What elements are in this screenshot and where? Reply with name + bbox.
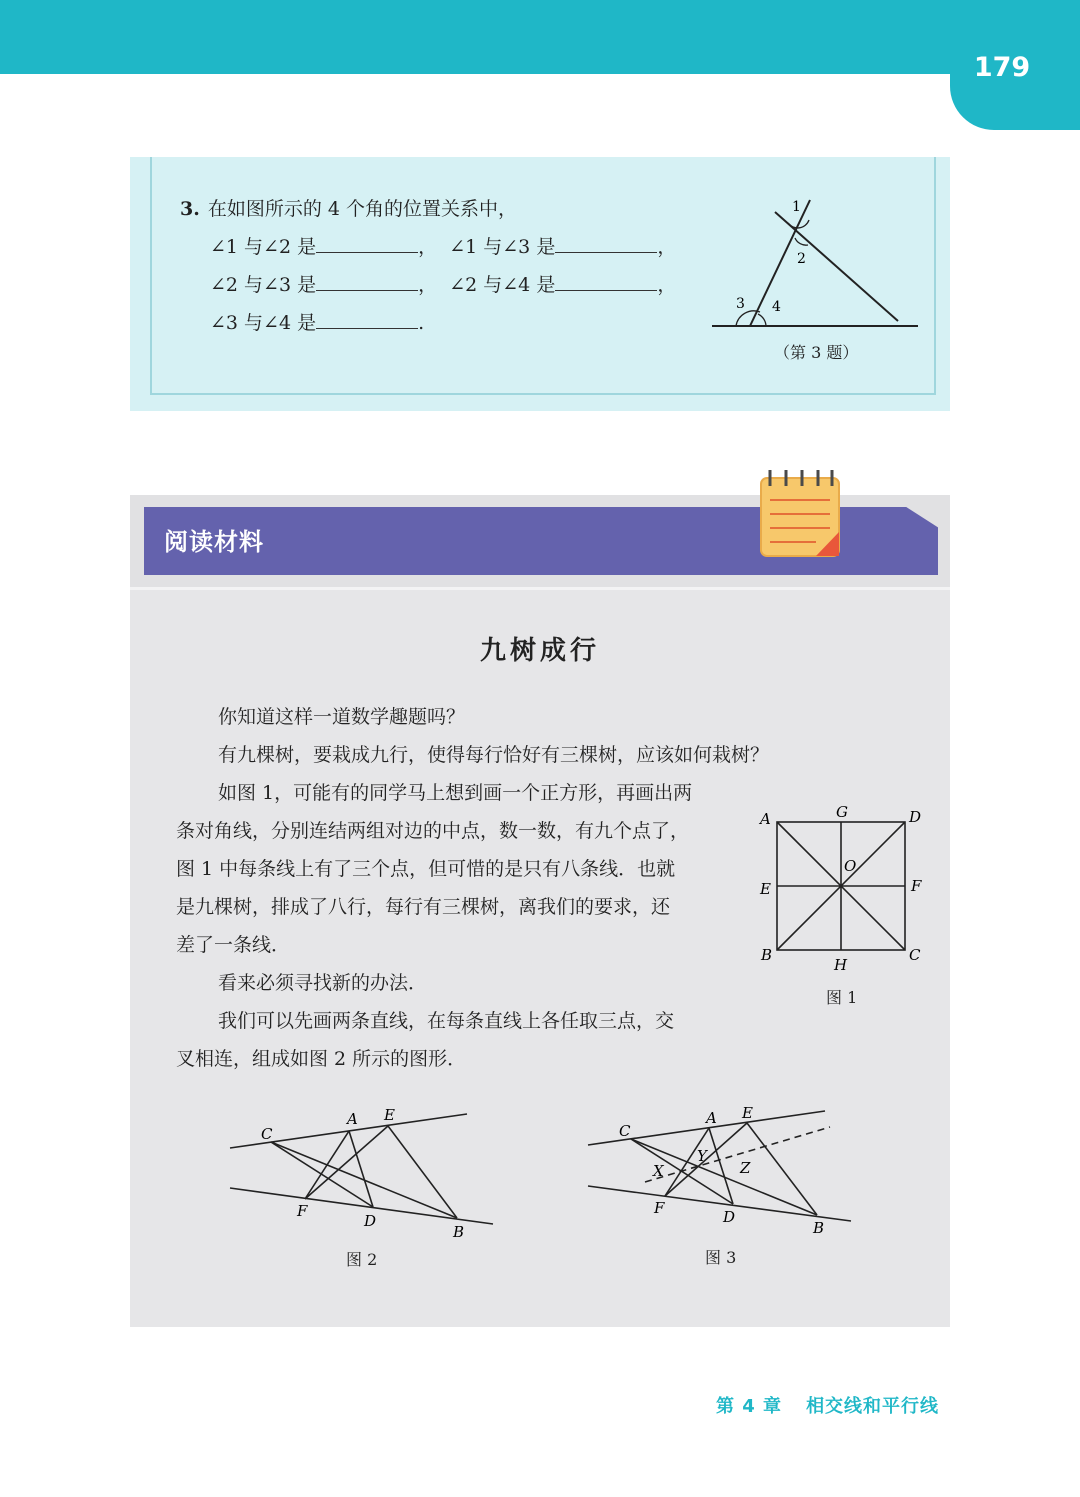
point-label: F [654, 1199, 665, 1217]
angle-label: 3 [736, 296, 745, 312]
angle-label: 2 [797, 251, 806, 267]
answer-blank[interactable] [555, 272, 657, 291]
section-label: 阅读材料 [164, 528, 264, 556]
exercise-figure-caption: （第 3 题） [774, 343, 859, 362]
paragraph-line: 条对角线，分别连结两组对边的中点，数一数，有九个点了， [176, 820, 690, 842]
slant-line [775, 212, 898, 321]
figure-3-caption: 图 3 [705, 1248, 737, 1267]
header-band [0, 0, 1080, 74]
point-label: O [844, 857, 857, 875]
angle-4-arc [758, 314, 766, 326]
question-text: ∠1 与∠2 是 [210, 236, 317, 258]
figure-2-diagram [225, 1100, 505, 1245]
divider [130, 587, 950, 590]
paragraph-line: 你知道这样一道数学趣题吗？ [218, 706, 466, 728]
separator: ， [418, 236, 438, 258]
exercise-row [210, 270, 676, 297]
separator: ， [418, 274, 438, 296]
point-label: D [364, 1212, 377, 1230]
point-label: A [347, 1110, 358, 1128]
point-label: E [742, 1104, 753, 1122]
paragraph-line: 是九棵树，排成了八行，每行有三棵树，离我们的要求，还 [176, 896, 671, 918]
paragraph-line: 有九棵树，要栽成九行，使得每行恰好有三棵树，应该如何栽树？ [218, 744, 770, 766]
separator: ， [657, 274, 677, 296]
angle-label: 1 [792, 199, 801, 215]
chapter-number: 第 4 章 [716, 1396, 783, 1417]
exercise-prompt [180, 194, 517, 221]
figure-1-caption: 图 1 [826, 988, 858, 1007]
answer-blank[interactable] [316, 310, 418, 329]
figure-3-diagram [585, 1100, 865, 1245]
answer-blank[interactable] [555, 234, 657, 253]
point-label: F [911, 877, 922, 895]
paragraph-line: 图 1 中每条线上有了三个点，但可惜的是只有八条线．也就 [176, 858, 676, 880]
point-label: Y [697, 1147, 707, 1165]
point-label: E [760, 880, 771, 898]
point-label: X [653, 1162, 664, 1180]
question-text: ∠1 与∠3 是 [449, 236, 556, 258]
answer-blank[interactable] [316, 272, 418, 291]
exercise-number: 3. [180, 198, 200, 220]
point-label: E [384, 1106, 395, 1124]
page-number: 179 [973, 52, 1031, 83]
point-label: F [297, 1202, 308, 1220]
point-label: C [909, 946, 921, 964]
paragraph-line: 叉相连，组成如图 2 所示的图形． [176, 1048, 467, 1070]
question-text: ∠3 与∠4 是 [210, 312, 317, 334]
point-label: B [813, 1219, 825, 1237]
paragraph-line: 差了一条线． [176, 934, 291, 956]
figure-2-caption: 图 2 [346, 1250, 378, 1269]
point-label: A [706, 1109, 717, 1127]
question-text: ∠2 与∠4 是 [449, 274, 556, 296]
angle-label: 4 [772, 299, 781, 315]
notepad-icon [756, 466, 846, 562]
answer-blank[interactable] [316, 234, 418, 253]
exercise-row [210, 232, 676, 259]
paragraph-line: 如图 1，可能有的同学马上想到画一个正方形，再画出两 [218, 782, 693, 804]
point-label: B [761, 946, 773, 964]
point-label: C [261, 1125, 273, 1143]
paragraph-line: 看来必须寻找新的办法． [218, 972, 428, 994]
question-text: ∠2 与∠3 是 [210, 274, 317, 296]
point-label: G [836, 803, 848, 821]
separator: . [418, 312, 425, 334]
angle-figure [700, 190, 930, 340]
point-label: A [760, 810, 771, 828]
point-label: D [909, 808, 922, 826]
exercise-row [210, 308, 424, 335]
point-label: H [834, 956, 848, 974]
chapter-title: 相交线和平行线 [806, 1396, 940, 1417]
chapter-footer [716, 1392, 963, 1418]
article-title: 九树成行 [479, 636, 600, 666]
separator: ， [657, 236, 677, 258]
exercise-prompt-text: 在如图所示的 4 个角的位置关系中， [207, 198, 518, 220]
point-label: Z [740, 1159, 751, 1177]
point-label: B [453, 1223, 465, 1241]
paragraph-line: 我们可以先画两条直线，在每条直线上各任取三点，交 [218, 1010, 675, 1032]
figure-1-square [750, 800, 930, 980]
point-label: C [619, 1122, 631, 1140]
point-label: D [723, 1208, 736, 1226]
